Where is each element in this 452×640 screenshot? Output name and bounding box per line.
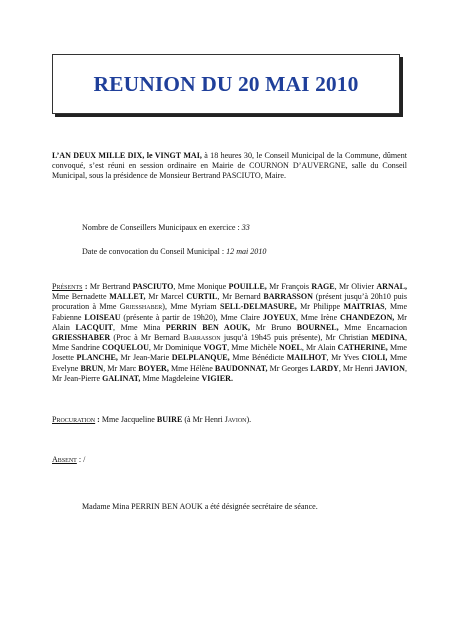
absent-label: Absent (52, 455, 77, 464)
intro-date: L’AN DEUX MILLE DIX, le VINGT MAI, (52, 151, 202, 160)
member-name: PLANCHE, (76, 353, 118, 363)
presents-text: Mr Bertrand (89, 282, 133, 291)
member-name: LACQUIT (75, 322, 114, 332)
member-name: LARDY (310, 363, 339, 373)
member-name: PASCIUTO (132, 282, 174, 291)
member-name: NOEL (279, 343, 302, 353)
presents-text: Mme Evelyne (52, 353, 407, 373)
presents-text: , Mme Sandrine (52, 333, 408, 353)
presents-text: Mme Magdeleine (140, 373, 202, 383)
page-title: REUNION DU 20 MAI 2010 (93, 71, 359, 96)
presents-text: , Mme Fabienne (52, 302, 408, 322)
presents-text: ), Mme Myriam (162, 302, 221, 312)
procuration-proxy: Javion (224, 415, 247, 424)
member-name: COQUELOU (101, 343, 149, 353)
presents-text: , Mr Marc (103, 363, 139, 373)
member-name: BRUN (80, 363, 104, 373)
presents-text: Griesshaber (119, 302, 163, 312)
member-name: MEDINA (371, 333, 405, 343)
presents-text: Barrasson (183, 333, 221, 343)
member-name: VIGIER. (201, 373, 233, 383)
presents-text: Mme Encarnacion (338, 322, 407, 332)
presents-text: Mme Bénédicte (229, 353, 287, 363)
presents-text: Mme Bernadette (52, 292, 110, 302)
presents-text: Mr Alain (52, 312, 407, 332)
member-name: SELL-DELMASURE, (220, 302, 297, 312)
procuration-name: BUIRE (156, 415, 183, 424)
member-name: JOYEUX (262, 312, 296, 322)
member-name: CHANDEZON, (339, 312, 395, 322)
presents-text: Mme Josette (52, 343, 407, 363)
presents-text: Mr Marcel (145, 292, 187, 302)
procuration-text-before: Mme Jacqueline (101, 415, 157, 424)
presents-list (52, 282, 407, 383)
presents-text: Mr Jean-Marie (117, 353, 172, 363)
presents-text: , Mr Henri (338, 363, 376, 373)
presents-text: (présente à partir de 19h20), Mme Claire (120, 312, 263, 322)
count-value: 33 (241, 223, 250, 232)
intro-text: à 18 heures 30, le Conseil Municipal de la Commune, dûment convoqué, s’est réuni en session ordinaire en Mairie de COURNON D’AUVERGNE, salle du Conseil Municipal, sous la présidence de Monsieur Bertrand PASCIUTO, Maire. (52, 151, 407, 181)
presents-label: Présents (52, 282, 83, 291)
presents-text: (présent jusqu’à 20h10 puis procuration à Mme (52, 292, 407, 312)
presents-text: Mr Philippe (296, 302, 344, 312)
member-name: GALINAT, (102, 373, 141, 383)
convocation-label: Date de convocation du Conseil Municipal : (82, 247, 227, 256)
title-box (52, 54, 400, 114)
procuration-colon: : (95, 415, 102, 424)
convocation-value: 12 mai 2010 (226, 247, 267, 256)
member-name: BARRASSON (263, 292, 313, 302)
member-name: BOYER, (138, 363, 169, 373)
member-name: JAVION (375, 363, 405, 373)
member-name: BAUDONNAT, (214, 363, 268, 373)
member-name: MALLET, (109, 292, 146, 302)
member-name: VOGT (203, 343, 228, 353)
presents-text: Mr Georges (267, 363, 311, 373)
member-name: PERRIN BEN AOUK, (165, 322, 251, 332)
presents-text: , Mr Dominique (148, 343, 204, 353)
councillor-count-line (82, 223, 402, 233)
intro-paragraph (52, 151, 407, 182)
procuration-text-after: ). (246, 415, 252, 424)
presents-paragraph (52, 282, 407, 384)
member-name: CIOLI, (361, 353, 388, 363)
member-name: GRIESSHABER (52, 333, 111, 343)
presents-colon: : (82, 282, 90, 291)
presents-text: , Mme Irène (295, 312, 340, 322)
procuration-text-middle: (à Mr Henri (182, 415, 225, 424)
presents-text: , Mr Alain (301, 343, 338, 353)
presents-text: jusqu’à 19h45 puis présente), Mr Christian (220, 333, 372, 343)
count-label: Nombre de Conseillers Municipaux en exercice : (82, 223, 242, 232)
member-name: BOURNEL, (296, 322, 339, 332)
presents-text: (Proc à Mr Bernard (110, 333, 184, 343)
member-name: POUILLE, (228, 282, 267, 291)
member-name: ARNAL, (376, 282, 407, 291)
procuration-label: Procuration (52, 415, 96, 424)
presents-text: , Mme Monique (173, 282, 229, 291)
member-name: MAILHOT (286, 353, 327, 363)
member-name: LOISEAU (84, 312, 121, 322)
presents-text: Mr François (266, 282, 312, 291)
presents-text: Mme Hélène (168, 363, 215, 373)
absent-colon: : (76, 455, 84, 464)
member-name: CURTIL (186, 292, 218, 302)
presents-text: , Mr Olivier (334, 282, 377, 291)
presents-text: , Mr Yves (326, 353, 362, 363)
procuration-paragraph (52, 415, 407, 425)
member-name: CATHERINE, (337, 343, 388, 353)
member-name: MAITRIAS (343, 302, 385, 312)
convocation-date-line (82, 247, 402, 257)
presents-text: , Mme Michèle (227, 343, 279, 353)
absent-value: / (83, 455, 86, 464)
absent-paragraph (52, 455, 407, 465)
presents-text: , Mr Bernard (217, 292, 264, 302)
secretary-line: Madame Mina PERRIN BEN AOUK a été désignée secrétaire de séance. (82, 502, 318, 511)
presents-text: Mr Bruno (250, 322, 297, 332)
member-name: DELPLANQUE, (171, 353, 230, 363)
member-name: RAGE (311, 282, 335, 291)
presents-text: , Mr Jean-Pierre (52, 363, 408, 383)
presents-text: , Mme Mina (113, 322, 166, 332)
